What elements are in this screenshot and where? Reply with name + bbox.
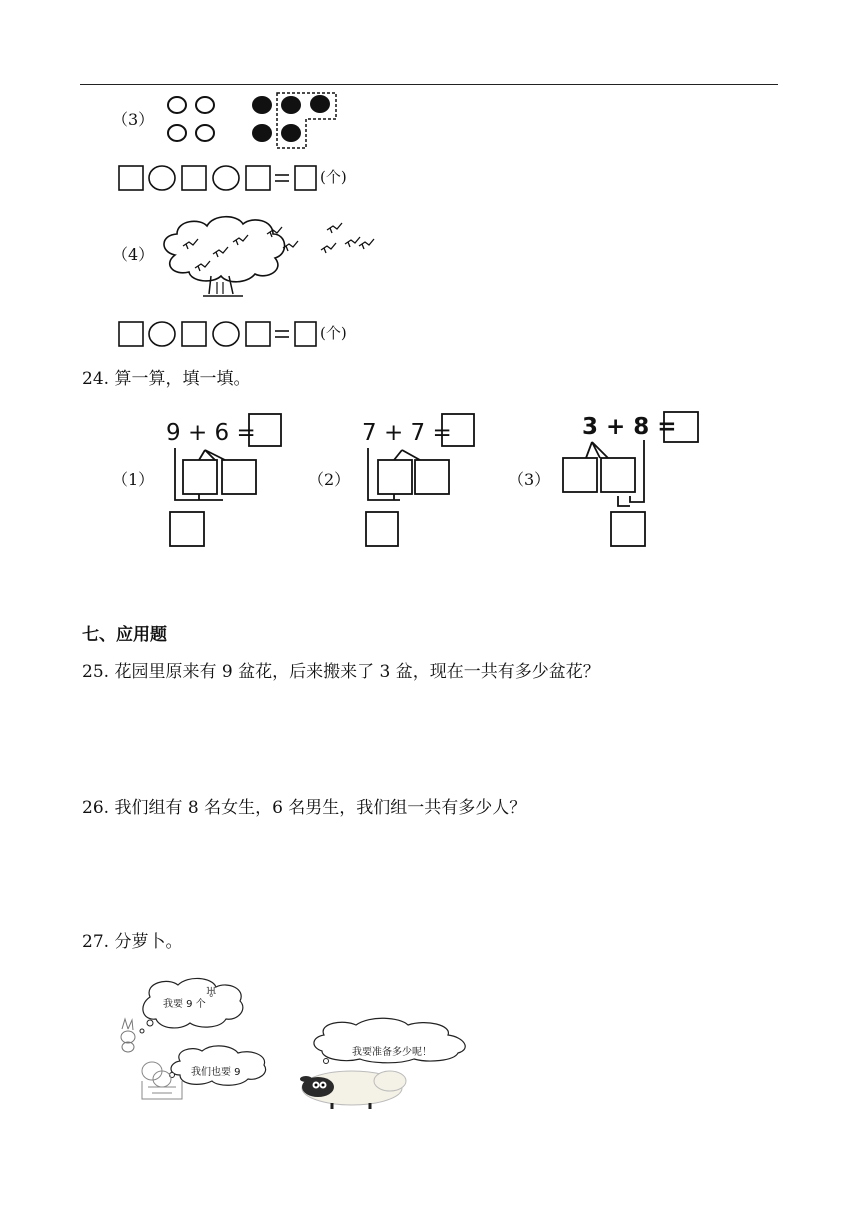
q24-part3-label: （3） [508,470,551,489]
q23-part3-equation-boxes [118,164,318,192]
bubble-kids-text: 我们也要 9 [191,1067,241,1078]
question-25 [82,664,600,681]
q24-part3-expression: 3 + 8 = [582,414,677,440]
header-rule [80,84,778,85]
tree-with-birds-illustration [155,210,380,300]
q23-part4-equation-boxes [118,320,318,348]
q24-part1-label: （1） [112,470,155,489]
section-7-heading: 七、应用题 [82,625,167,645]
question-24 [82,371,250,388]
question-27-text: 分萝卜。 [114,932,183,952]
q23-part3-unit: (个) [320,168,347,186]
q24-part1-decomposition-diagram [165,412,290,552]
question-24-number: 24. [82,369,110,389]
q24-part2-expression: 7 + 7 = [362,420,452,446]
q23-part3-label: （3） [112,110,155,129]
q24-part2-decomposition-diagram [360,412,485,552]
q24-part1-expression: 9 + 6 = [166,420,256,446]
question-26 [82,800,526,817]
radish-icon: ♅ [205,985,218,1001]
question-26-number: 26. [82,798,110,818]
q23-part4-unit: (个) [320,324,347,342]
q24-part3-decomposition-diagram [560,410,705,550]
question-25-number: 25. [82,662,110,682]
question-25-text: 花园里原来有 9 盆花，后来搬来了 3 盆，现在一共有多少盆花？ [114,662,600,682]
bubble-rabbit-text: 我要 9 个 [163,999,206,1010]
bubble-sheep-text: 我要准备多少呢！ [352,1047,432,1058]
question-27-number: 27. [82,932,110,952]
question-27 [82,934,182,951]
question-26-text: 我们组有 8 名女生，6 名男生，我们组一共有多少人？ [114,798,527,818]
question-24-text: 算一算，填一填。 [114,369,251,389]
q23-part3-dots-figure [160,90,360,154]
q24-part2-label: （2） [308,470,351,489]
q23-part4-label: （4） [112,245,155,264]
